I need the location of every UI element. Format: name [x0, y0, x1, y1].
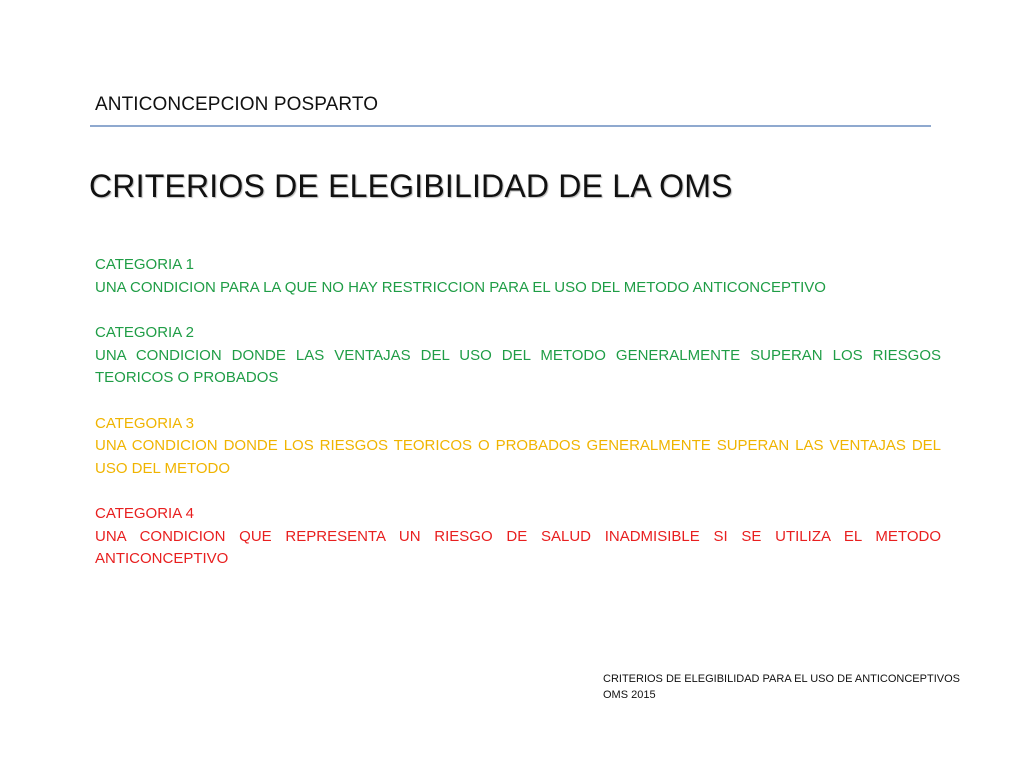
category-2	[95, 322, 941, 390]
slide-title: CRITERIOS DE ELEGIBILIDAD DE LA OMS	[89, 168, 733, 204]
category-3-description: UNA CONDICION DONDE LOS RIESGOS TEORICOS O PROBADOS GENERALMENTE SUPERAN LAS VENTAJAS DEL USO DEL METODO	[95, 437, 941, 477]
category-3	[95, 413, 941, 481]
category-4	[95, 503, 941, 571]
source-line-2: OMS 2015	[603, 689, 656, 701]
categories-list	[95, 254, 941, 594]
category-2-label: CATEGORIA 2	[95, 324, 194, 341]
category-4-description: UNA CONDICION QUE REPRESENTA UN RIESGO DE SALUD INADMISIBLE SI SE UTILIZA EL METODO ANTICONCEPTIVO	[95, 527, 941, 567]
slide-header: ANTICONCEPCION POSPARTO	[95, 94, 379, 115]
header-divider	[90, 125, 931, 127]
category-1-label: CATEGORIA 1	[95, 256, 194, 273]
source-citation	[603, 671, 960, 703]
source-line-1: CRITERIOS DE ELEGIBILIDAD PARA EL USO DE ANTICONCEPTIVOS	[603, 673, 960, 685]
category-1-description: UNA CONDICION PARA LA QUE NO HAY RESTRICCION PARA EL USO DEL METODO ANTICONCEPTIVO	[95, 278, 826, 296]
category-2-description: UNA CONDICION DONDE LAS VENTAJAS DEL USO DEL METODO GENERALMENTE SUPERAN LOS RIESGOS TEORICOS O PROBADOS	[95, 346, 941, 386]
category-1	[95, 254, 941, 299]
category-3-label: CATEGORIA 3	[95, 414, 194, 432]
category-4-label: CATEGORIA 4	[95, 505, 194, 522]
